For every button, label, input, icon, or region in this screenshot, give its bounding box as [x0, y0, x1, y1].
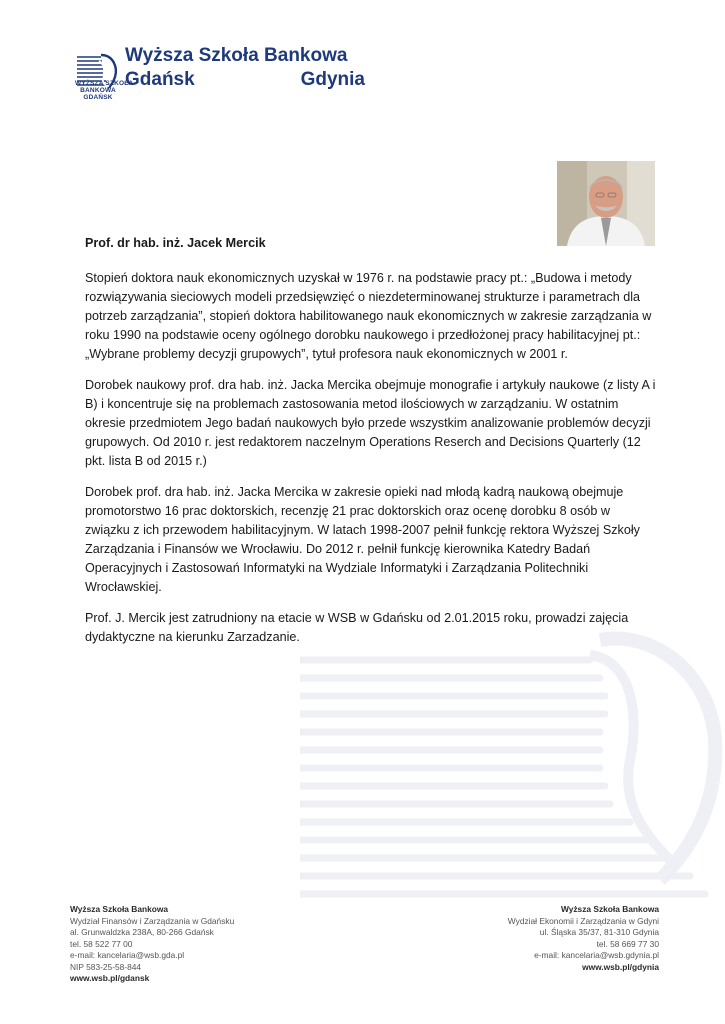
footer-heading: Wyższa Szkoła Bankowa	[70, 904, 169, 914]
logo-city-gdynia: Gdynia	[300, 69, 365, 90]
footer-email: e-mail: kancelaria@wsb.gda.pl	[70, 950, 185, 960]
footer-heading: Wyższa Szkoła Bankowa	[560, 904, 659, 914]
watermark-ship-graphic	[300, 630, 725, 900]
logo-small-text	[75, 80, 134, 101]
logo-small-line: WYŻSZA SZKOŁA	[75, 80, 134, 87]
logo-city-gdansk: Gdańsk	[125, 69, 195, 90]
paragraph-degrees: Stopień doktora nauk ekonomicznych uzyskał w 1976 r. na podstawie pracy pt.: „Budowa i metody rozwiązywania sieciowych modeli przedsięwzięć o niezdeterminowanej strukturze i parametrach dla potrzeb zarządzania”, stopień doktora habilitowanego nauk ekonomicznych w zakresie zarządzania w roku 1990 na podstawie oceny ogólnego dorobku naukowego i przedłożonej pracy habilitacyjnej pt.: „Wybrane problemy decyzji grupowych”, tytuł profesora nauk ekonomicznych w 2001 r.	[85, 271, 652, 361]
paragraph-supervision: Dorobek prof. dra hab. inż. Jacka Mercika w zakresie opieki nad młodą kadrą naukową obejmuje promotorstwo 16 prac doktorskich, recenzję 21 prac doktorskich oraz ocenę dorobku 8 osób w związku z ich przewodem habilitacyjnym. W latach 1998-2007 pełnił funkcję rektora Wyższej Szkoły Zarządzania i Finansów we Wrocławiu. Do 2012 r. pełnił funkcję kierownika Katedry Badań Operacyjnych i Zastosowań Informatyki na Wydziale Informatyki i Zarządzania Politechniki Wrocławskiej.	[85, 485, 640, 594]
footer-line: tel. 58 669 77 30	[596, 938, 659, 949]
footer-line: Wydział Ekonomii i Zarządzania w Gdyni	[507, 915, 659, 926]
footer-email: e-mail: kancelaria@wsb.gdynia.pl	[534, 950, 659, 960]
person-name: Prof. dr hab. inż. Jacek Mercik	[85, 236, 266, 250]
footer-line: Wydział Finansów i Zarządzania w Gdańsku	[70, 915, 235, 926]
footer-address-gdansk	[70, 904, 330, 985]
paragraph-research: Dorobek naukowy prof. dra hab. inż. Jacka Mercika obejmuje monografie i artykuły naukowe (z listy A i B) i koncentruje się na problemach zastosowania metod ilościowych w zarządzaniu. W ostatnim okresie przedmiotem Jego badań naukowych było przede wszystkim analizowanie problemów decyzji grupowych. Od 2010 r. jest redaktorem naczelnym Operations Reserch and Decisions Quarterly (12 pkt. lista B od 2015 r.)	[85, 378, 656, 468]
logo-small-line: GDAŃSK	[83, 94, 113, 101]
logo-small-line: BANKOWA	[80, 87, 116, 94]
footer-website-link: www.wsb.pl/gdansk	[70, 973, 150, 983]
footer-line: NIP 583-25-58-844	[70, 961, 142, 972]
footer-line: ul. Śląska 35/37, 81-310 Gdynia	[539, 927, 659, 937]
footer-website-link: www.wsb.pl/gdynia	[582, 961, 659, 972]
biography-text	[85, 234, 657, 659]
footer-line: al. Grunwaldzka 238A, 80-266 Gdańsk	[70, 927, 214, 937]
footer-address-gdynia	[399, 904, 659, 973]
logo-cities	[125, 68, 365, 92]
footer-line: tel. 58 522 77 00	[70, 938, 133, 949]
university-logo	[75, 42, 375, 108]
paragraph-employment: Prof. J. Mercik jest zatrudniony na etacie w WSB w Gdańsku od 2.01.2015 roku, prowadzi zajęcia dydaktyczne na kierunku Zarzadzanie.	[85, 611, 629, 644]
logo-title: Wyższa Szkoła Bankowa	[125, 45, 348, 66]
